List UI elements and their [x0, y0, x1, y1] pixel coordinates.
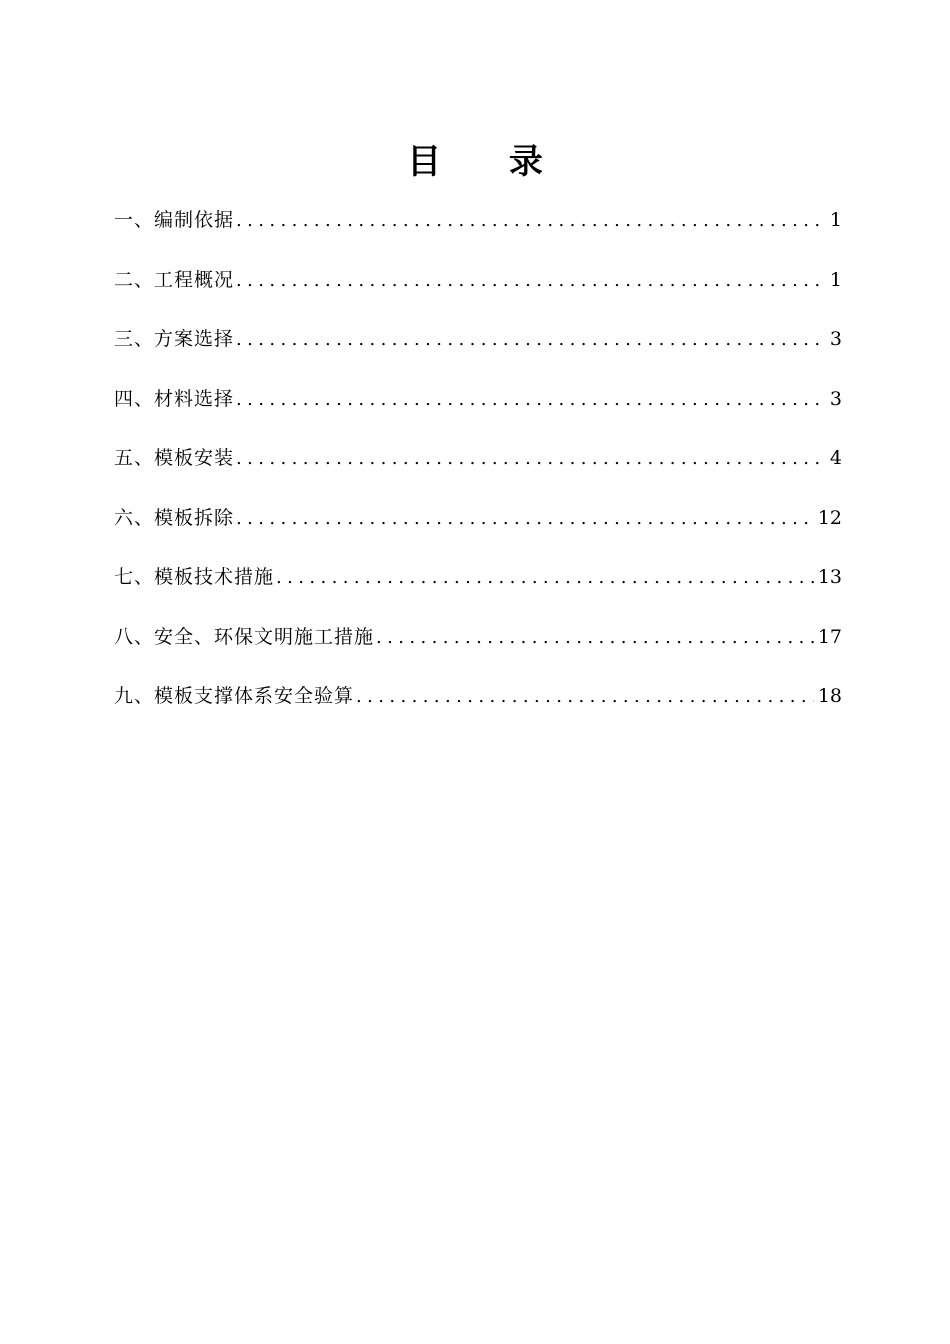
toc-entry-label: 二、工程概况 — [114, 268, 235, 291]
toc-title: 目 录 — [407, 142, 571, 182]
toc-entry[interactable] — [114, 619, 842, 679]
toc-entry[interactable] — [114, 678, 842, 738]
toc-dot-leader — [276, 560, 814, 596]
toc-entry[interactable] — [114, 202, 842, 262]
toc-entry-page-number: 1 — [829, 209, 842, 231]
toc-entry-label: 五、模板安装 — [114, 447, 235, 469]
toc-entry-page-number: 4 — [829, 447, 842, 469]
toc-entry-label: 九、模板支撑体系安全验算 — [114, 685, 355, 707]
toc-dot-leader — [236, 501, 814, 537]
toc-entry-page-number: 12 — [817, 506, 842, 529]
toc-entry-page-number: 13 — [817, 566, 842, 588]
toc-entry-page-number: 3 — [829, 328, 842, 350]
toc-entry-page-number: 17 — [817, 625, 842, 648]
toc-entry[interactable] — [114, 440, 842, 500]
toc-dot-leader — [236, 203, 826, 239]
toc-entry[interactable] — [114, 500, 842, 560]
toc-dot-leader — [236, 263, 826, 299]
toc-entry[interactable] — [114, 262, 842, 322]
toc-entry-page-number: 1 — [829, 268, 842, 291]
toc-entry-label: 八、安全、环保文明施工措施 — [114, 625, 375, 648]
toc-entry[interactable] — [114, 381, 842, 441]
toc-entry-label: 一、编制依据 — [114, 209, 235, 231]
toc-dot-leader — [376, 620, 814, 656]
toc-entry-label: 三、方案选择 — [114, 328, 235, 350]
toc-dot-leader — [236, 441, 826, 477]
toc-dot-leader — [236, 382, 826, 418]
toc-entry[interactable] — [114, 321, 842, 381]
table-of-contents — [114, 202, 842, 738]
toc-dot-leader — [236, 322, 826, 358]
toc-entry-page-number: 18 — [817, 685, 842, 707]
toc-entry-label: 六、模板拆除 — [114, 506, 235, 529]
toc-dot-leader — [356, 679, 814, 715]
toc-entry[interactable] — [114, 559, 842, 619]
toc-entry-label: 七、模板技术措施 — [114, 566, 275, 588]
toc-entry-label: 四、材料选择 — [114, 387, 235, 410]
toc-entry-page-number: 3 — [829, 387, 842, 410]
